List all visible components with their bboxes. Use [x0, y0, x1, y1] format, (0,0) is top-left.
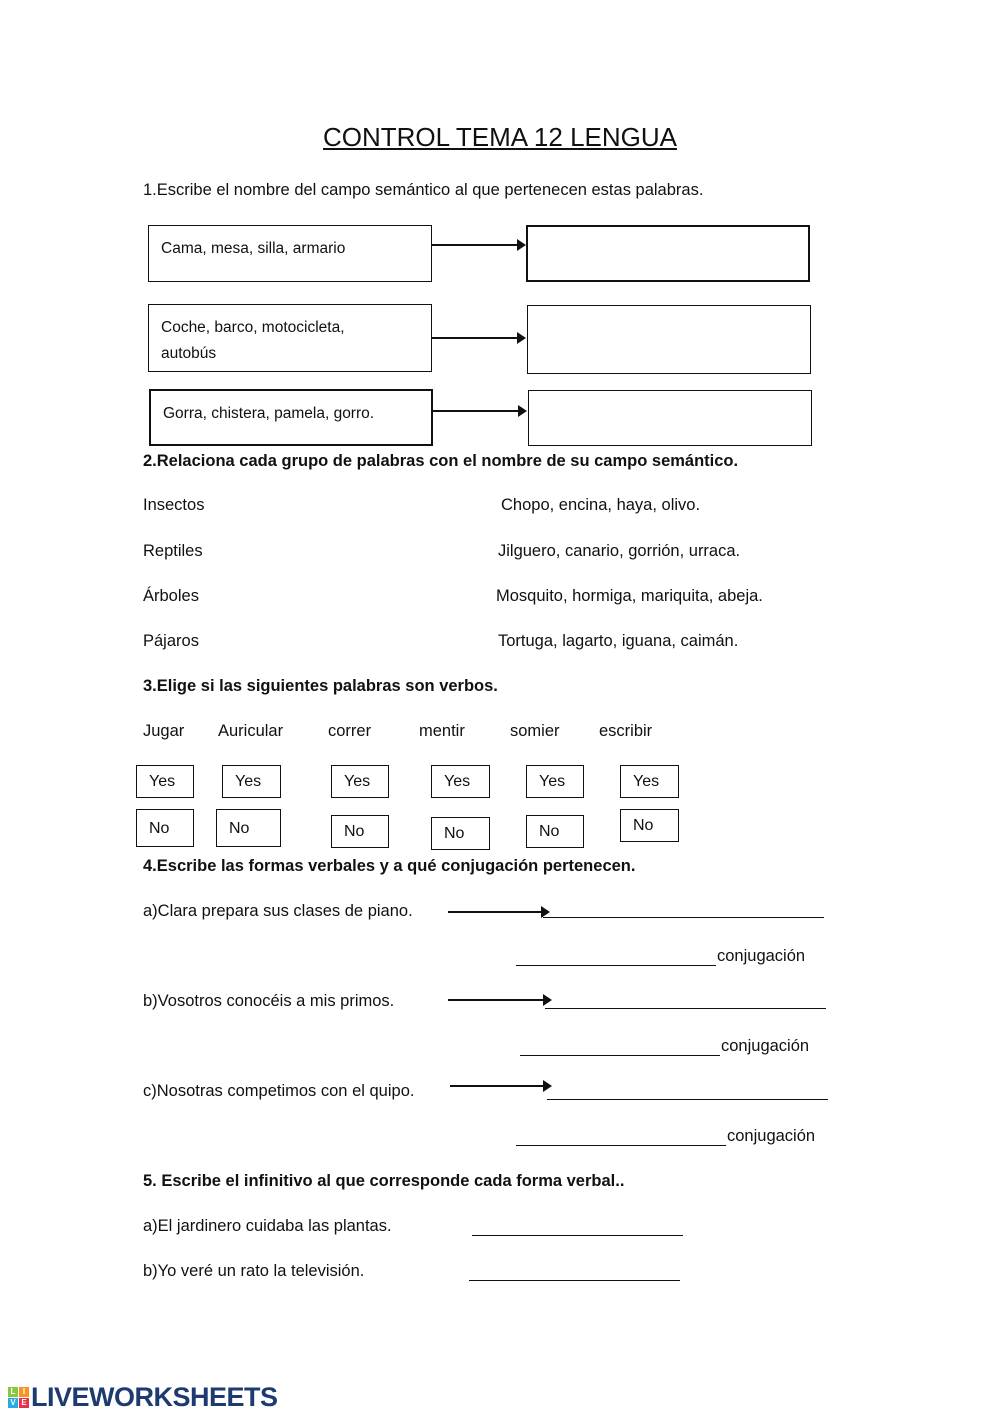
no-option[interactable]: No [431, 817, 490, 850]
logo-icon [8, 1387, 29, 1408]
answer-line[interactable] [547, 1099, 828, 1100]
group-text: Gorra, chistera, pamela, gorro. [163, 405, 375, 422]
answer-line[interactable] [469, 1280, 680, 1281]
group-box [149, 389, 433, 446]
yes-option[interactable]: Yes [431, 765, 490, 798]
yes-option[interactable]: Yes [620, 765, 679, 798]
verb-word: mentir [419, 722, 465, 740]
answer-box[interactable] [526, 225, 810, 282]
sentence: b)Yo veré un rato la televisión. [143, 1262, 365, 1280]
yes-option[interactable]: Yes [331, 765, 389, 798]
q1-prompt: 1.Escribe el nombre del campo semántico al que pertenecen estas palabras. [143, 181, 704, 199]
title-text: CONTROL TEMA 12 LENGUA [323, 122, 677, 152]
conjugation-line[interactable] [516, 1145, 726, 1146]
category-label[interactable]: Insectos [143, 496, 205, 514]
no-option[interactable]: No [136, 809, 194, 847]
q5-prompt: 5. Escribe el infinitivo al que corresponde cada forma verbal.. [143, 1172, 625, 1190]
no-option[interactable]: No [216, 809, 281, 847]
conjugation-label: conjugación [721, 1037, 810, 1055]
answer-box[interactable] [528, 390, 812, 446]
q3-prompt: 3.Elige si las siguientes palabras son verbos. [143, 677, 498, 695]
conjugation-line[interactable] [516, 965, 716, 966]
arrow-icon [432, 244, 524, 246]
sentence: b)Vosotros conocéis a mis primos. [143, 992, 395, 1010]
answer-line[interactable] [543, 917, 824, 918]
conjugation-label: conjugación [727, 1127, 816, 1145]
conjugation-label: conjugación [717, 947, 806, 965]
logo-letter: L [8, 1387, 18, 1397]
no-option[interactable]: No [331, 815, 389, 848]
q2-prompt: 2.Relaciona cada grupo de palabras con el nombre de su campo semántico. [143, 452, 739, 470]
sentence: a)Clara prepara sus clases de piano. [143, 902, 413, 920]
verb-word: Jugar [143, 722, 185, 740]
arrow-icon [450, 1085, 550, 1087]
verb-word: somier [510, 722, 560, 740]
logo-text: LIVEWORKSHEETS [31, 1382, 278, 1412]
group-text: Coche, barco, motocicleta, autobús [161, 319, 345, 362]
arrow-icon [433, 410, 525, 412]
logo-letter: V [8, 1398, 18, 1408]
arrow-icon [448, 911, 548, 913]
liveworksheets-logo [8, 1382, 278, 1413]
logo-letter: E [19, 1398, 29, 1408]
category-label[interactable]: Árboles [143, 587, 199, 605]
word-group[interactable]: Mosquito, hormiga, mariquita, abeja. [496, 587, 763, 605]
group-text: Cama, mesa, silla, armario [161, 240, 346, 257]
arrow-icon [432, 337, 524, 339]
verb-word: correr [328, 722, 372, 740]
group-box [148, 304, 432, 372]
sentence: a)El jardinero cuidaba las plantas. [143, 1217, 392, 1235]
yes-option[interactable]: Yes [526, 765, 584, 798]
no-option[interactable]: No [620, 809, 679, 842]
answer-line[interactable] [545, 1008, 826, 1009]
logo-letter: I [19, 1387, 29, 1397]
verb-word: escribir [599, 722, 653, 740]
word-group[interactable]: Chopo, encina, haya, olivo. [501, 496, 701, 514]
word-group[interactable]: Jilguero, canario, gorrión, urraca. [498, 542, 741, 560]
category-label[interactable]: Pájaros [143, 632, 199, 650]
category-label[interactable]: Reptiles [143, 542, 203, 560]
word-group[interactable]: Tortuga, lagarto, iguana, caimán. [498, 632, 739, 650]
answer-box[interactable] [527, 305, 811, 374]
sentence: c)Nosotras competimos con el quipo. [143, 1082, 415, 1100]
conjugation-line[interactable] [520, 1055, 720, 1056]
arrow-icon [448, 999, 550, 1001]
no-option[interactable]: No [526, 815, 584, 848]
answer-line[interactable] [472, 1235, 683, 1236]
yes-option[interactable]: Yes [222, 765, 281, 798]
group-box [148, 225, 432, 282]
verb-word: Auricular [218, 722, 284, 740]
yes-option[interactable]: Yes [136, 765, 194, 798]
page-title [0, 124, 1000, 150]
q4-prompt: 4.Escribe las formas verbales y a qué conjugación pertenecen. [143, 857, 636, 875]
